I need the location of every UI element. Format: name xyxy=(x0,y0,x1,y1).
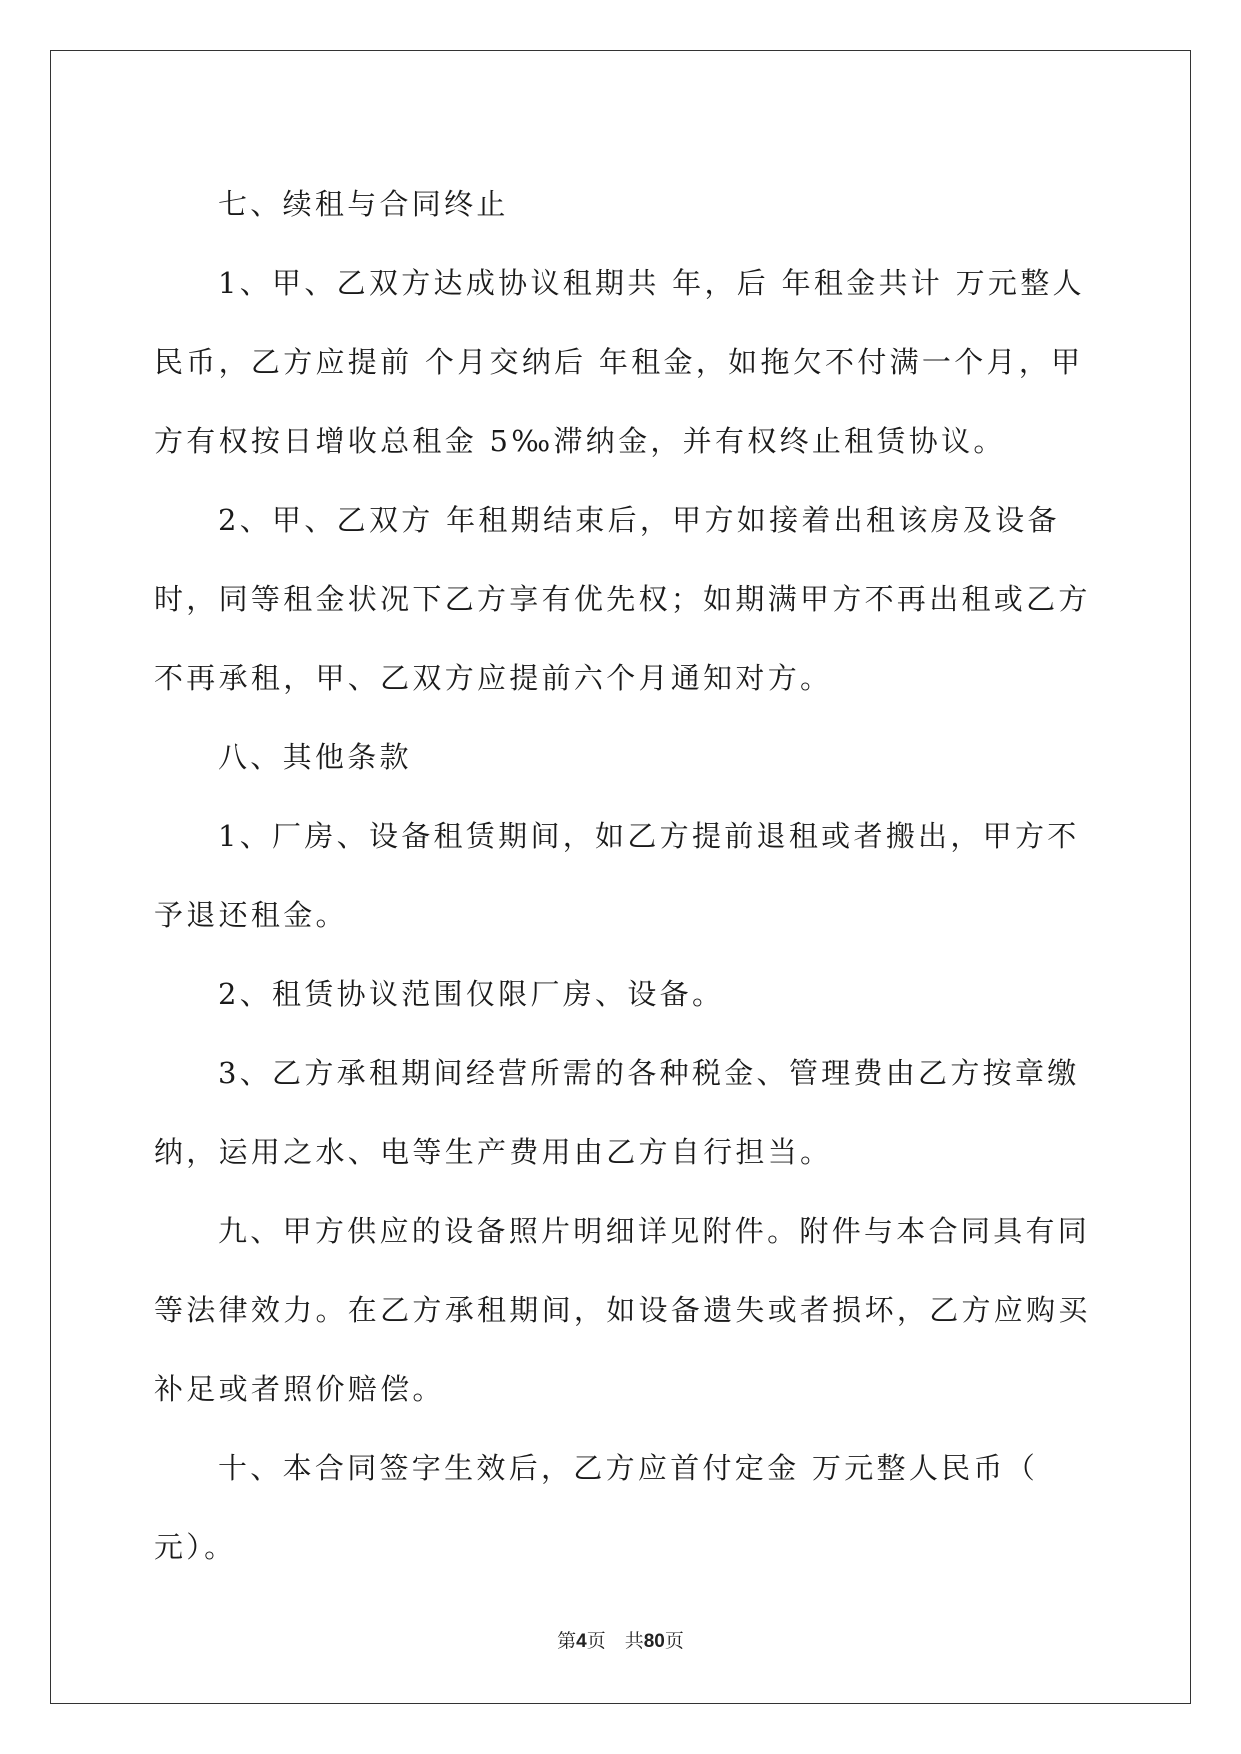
footer-middle: 页 共 xyxy=(586,1630,644,1652)
paragraph-8-3: 3、乙方承租期间经营所需的各种税金、管理费由乙方按章缴纳，运用之水、电等生产费用由乙方自行担当。 xyxy=(154,1056,1080,1169)
total-page-count: 80 xyxy=(643,1631,665,1652)
paragraph-7-1: 1、甲、乙双方达成协议租期共 年，后 年租金共计 万元整人民币，乙方应提前 个月交纳后 年租金，如拖欠不付满一个月，甲方有权按日增收总租金 5‰滞纳金，并有权终止租赁协议。 xyxy=(154,266,1085,458)
footer-prefix: 第 xyxy=(557,1630,577,1652)
page-footer xyxy=(0,1626,1241,1653)
section-9: 九、甲方供应的设备照片明细详见附件。附件与本合同具有同等法律效力。在乙方承租期间，如设备遗失或者损坏，乙方应购买补足或者照价赔偿。 xyxy=(154,1214,1091,1406)
section-heading-7: 七、续租与合同终止 xyxy=(218,187,509,221)
paragraph-7-2: 2、甲、乙双方 年租期结束后，甲方如接着出租该房及设备时，同等租金状况下乙方享有优先权；如期满甲方不再出租或乙方不再承租，甲、乙双方应提前六个月通知对方。 xyxy=(154,503,1091,695)
section-heading-8: 八、其他条款 xyxy=(218,740,412,774)
paragraph-8-2: 2、租赁协议范围仅限厂房、设备。 xyxy=(218,977,725,1011)
section-10: 十、本合同签字生效后，乙方应首付定金 万元整人民币（ 元）。 xyxy=(154,1451,1039,1564)
footer-suffix: 页 xyxy=(664,1630,684,1652)
document-body xyxy=(154,165,1098,1587)
paragraph-8-1: 1、厂房、设备租赁期间，如乙方提前退租或者搬出，甲方不予退还租金。 xyxy=(154,819,1080,932)
current-page-number: 4 xyxy=(576,1631,587,1652)
